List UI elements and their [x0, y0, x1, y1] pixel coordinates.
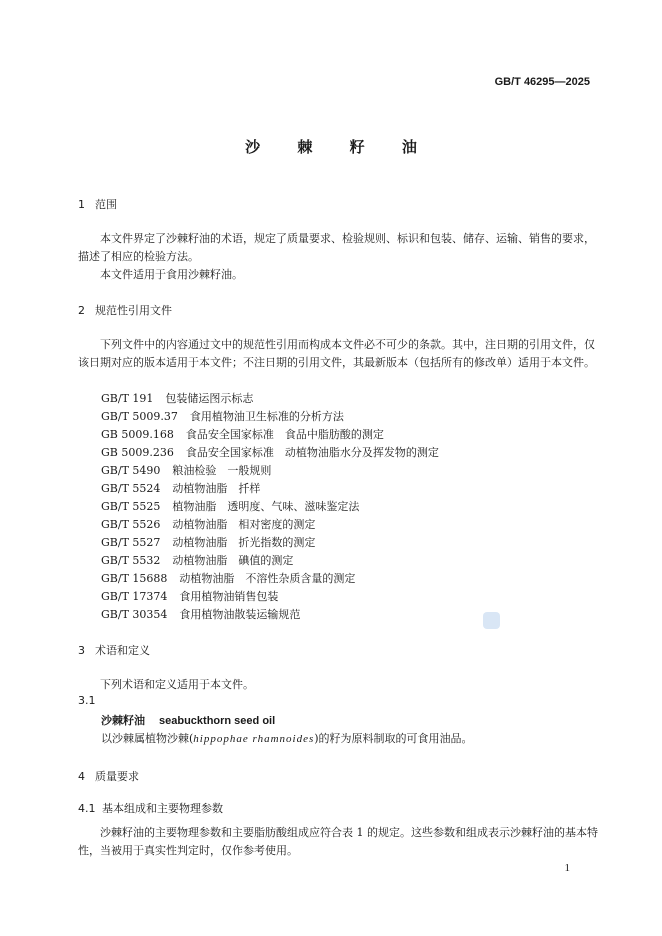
section-2-heading [78, 302, 172, 318]
document-title: 沙 棘 籽 油 [245, 138, 433, 156]
reference-title: 食用植物油销售包装 [179, 590, 279, 603]
section-title: 范围 [95, 198, 117, 211]
section-title: 规范性引用文件 [95, 304, 172, 317]
reference-title: 动植物油脂 折光指数的测定 [172, 536, 316, 549]
section-title: 质量要求 [95, 770, 139, 783]
reference-item [101, 408, 344, 424]
term-chinese: 沙棘籽油 [101, 714, 145, 727]
section-1-paragraph-2: 本文件适用于食用沙棘籽油。 [100, 268, 243, 281]
reference-item [101, 516, 315, 532]
subsection-3-1-number: 3.1 [78, 694, 96, 707]
reference-code: GB/T 30354 [101, 608, 168, 621]
reference-title: 粮油检验 一般规则 [172, 464, 272, 477]
reference-item [101, 480, 260, 496]
reference-title: 动植物油脂 扦样 [172, 482, 261, 495]
reference-item [101, 426, 384, 442]
reference-title: 包装储运图示标志 [165, 392, 254, 405]
reference-code: GB/T 5527 [101, 536, 161, 549]
reference-item [101, 534, 315, 550]
section-4-paragraph-1: 沙棘籽油的主要物理参数和主要脂肪酸组成应符合表 1 的规定。这些参数和组成表示沙棘籽油的基本特性，当被用于真实性判定时，仅作参考使用。 [78, 826, 598, 857]
standard-code: GB/T 46295—2025 [494, 76, 590, 88]
reference-code: GB 5009.168 [101, 428, 174, 441]
latin-name: hippophae rhamnoides [193, 733, 315, 745]
subsection-title: 基本组成和主要物理参数 [102, 802, 223, 815]
reference-item [101, 606, 300, 622]
reference-code: GB/T 17374 [101, 590, 168, 603]
section-3-heading [78, 642, 150, 658]
section-2-paragraph-1: 下列文件中的内容通过文中的规范性引用而构成本文件必不可少的条款。其中，注日期的引用文件，仅该日期对应的版本适用于本文件；不注日期的引用文件，其最新版本（包括所有的修改单）适用于本文件。 [78, 338, 595, 369]
reference-title: 食品安全国家标准 动植物油脂水分及挥发物的测定 [185, 446, 439, 459]
reference-code: GB/T 5524 [101, 482, 161, 495]
term-entry [101, 712, 275, 728]
section-3-paragraph-1: 下列术语和定义适用于本文件。 [100, 678, 254, 691]
reference-code: GB 5009.236 [101, 446, 174, 459]
reference-title: 植物油脂 透明度、气味、滋味鉴定法 [172, 500, 360, 513]
reference-title: 食品安全国家标准 食品中脂肪酸的测定 [185, 428, 384, 441]
reference-code: GB/T 5490 [101, 464, 161, 477]
reference-item [101, 390, 253, 406]
reference-item [101, 588, 278, 604]
term-english: seabuckthorn seed oil [159, 715, 276, 727]
reference-code: GB/T 5009.37 [101, 410, 178, 423]
section-number: 1 [78, 198, 85, 211]
reference-code: GB/T 15688 [101, 572, 168, 585]
reference-title: 食用植物油散装运输规范 [179, 608, 301, 621]
watermark-logo [483, 612, 500, 629]
section-1-paragraph-1: 本文件界定了沙棘籽油的术语，规定了质量要求、检验规则、标识和包装、储存、运输、销售的要求，描述了相应的检验方法。 [78, 232, 595, 263]
reference-item [101, 462, 271, 478]
section-number: 2 [78, 304, 85, 317]
section-number: 4 [78, 770, 85, 783]
reference-item [101, 444, 439, 460]
subsection-4-1-heading [78, 800, 223, 816]
reference-code: GB/T 5532 [101, 554, 161, 567]
reference-item [101, 552, 293, 568]
term-definition [101, 730, 473, 746]
section-title: 术语和定义 [95, 644, 150, 657]
reference-code: GB/T 5525 [101, 500, 161, 513]
reference-title: 动植物油脂 碘值的测定 [172, 554, 294, 567]
reference-item [101, 570, 355, 586]
reference-code: GB/T 5526 [101, 518, 161, 531]
reference-code: GB/T 191 [101, 392, 154, 405]
section-4-heading [78, 768, 139, 784]
reference-item [101, 498, 359, 514]
section-1-heading [78, 196, 117, 212]
subsection-number: 4.1 [78, 802, 96, 815]
reference-title: 动植物油脂 相对密度的测定 [172, 518, 316, 531]
definition-text: )的籽为原料制取的可食用油品。 [314, 732, 473, 745]
page-number: 1 [564, 862, 570, 874]
reference-title: 动植物油脂 不溶性杂质含量的测定 [179, 572, 356, 585]
reference-title: 食用植物油卫生标准的分析方法 [189, 410, 344, 423]
definition-text: 以沙棘属植物沙棘( [101, 732, 194, 745]
section-number: 3 [78, 644, 85, 657]
